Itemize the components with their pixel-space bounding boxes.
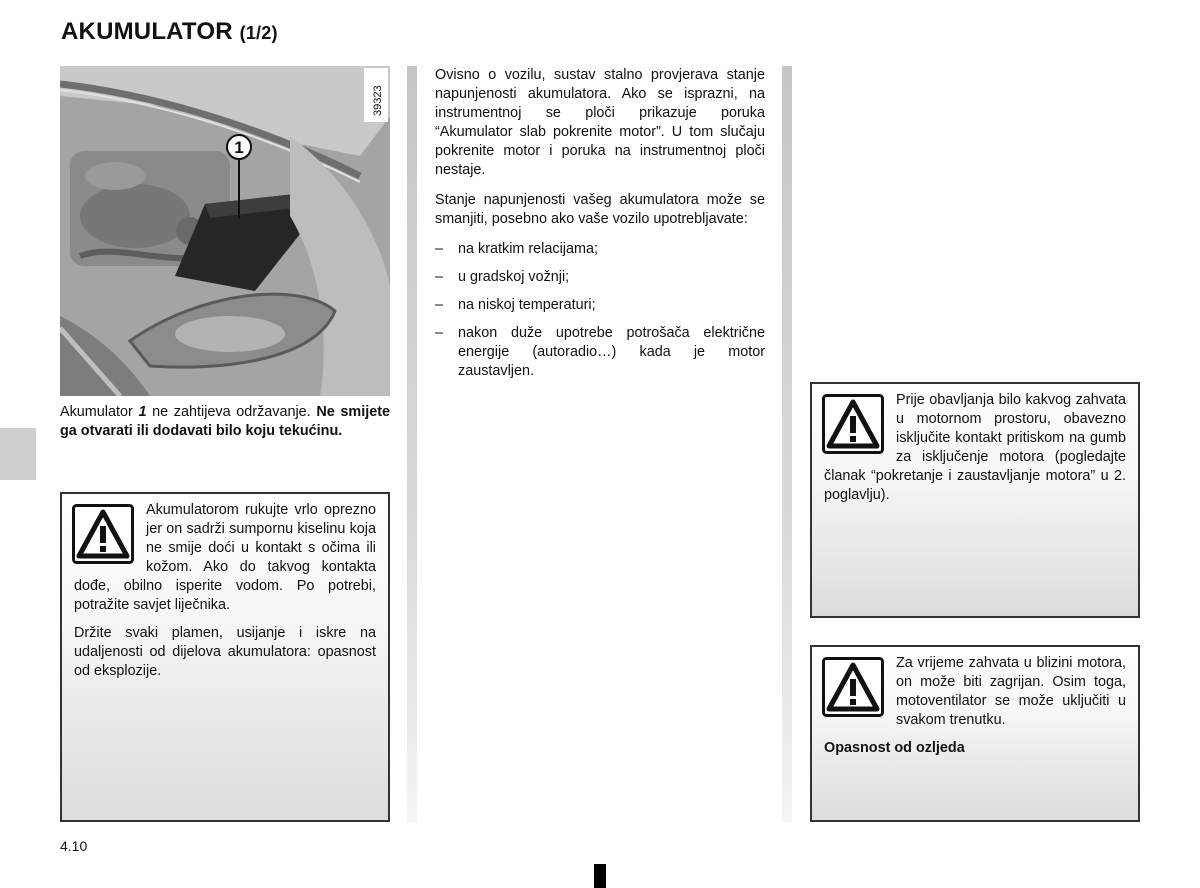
page-edge-marker [594, 864, 606, 888]
caption-bold-text: Ne smijete ga otvarati ili dodavati bilo koju tekućinu. [60, 404, 390, 439]
charge-paragraph: Stanje napunjenosti vašeg akumulatora može se smanjiti, posebno ako vaše vozilo upotrebljavate: [435, 192, 765, 227]
photo-caption [60, 403, 390, 441]
list-dash: – [435, 325, 444, 341]
chapter-tab [0, 428, 36, 480]
warning-box-ignition [810, 382, 1140, 618]
injury-risk-text: Opasnost od ozljeda [824, 740, 965, 756]
list-item-text: nakon duže upotrebe potrošača električne energije (autoradio…) kada je motor zaustavljen. [458, 325, 765, 379]
callout-number: 1 [234, 138, 244, 157]
explosion-warning-text: Držite svaki plamen, usijanje i iskre na udaljenosti od dijelova akumulatora: opasnost od eksplozije. [74, 625, 376, 679]
caption-text-before: Akumulator [60, 404, 139, 420]
image-code: 39323 [372, 85, 384, 116]
warning-triangle-icon [72, 504, 134, 564]
usage-list [435, 240, 765, 381]
list-dash: – [435, 269, 444, 285]
warning-box-hot-engine [810, 645, 1140, 822]
list-item-text: na kratkim relacijama; [458, 241, 598, 257]
list-item [435, 296, 765, 315]
list-item-text: u gradskoj vožnji; [458, 269, 570, 285]
engine-bay-photo [60, 66, 390, 396]
main-text-column [435, 66, 765, 390]
warning-triangle-icon [822, 657, 884, 717]
list-item [435, 324, 765, 381]
ignition-warning-text: Prije obavljanja bilo kakvog zahvata u motornom prostoru, obavezno isključite kontakt pritiskom na gumb za isključenje motora (pogledajte članak “pokretanje i zaustavljanje motora” u 2. poglavlju). [824, 392, 1126, 503]
list-item [435, 240, 765, 259]
list-dash: – [435, 241, 444, 257]
warning-triangle-icon [822, 394, 884, 454]
page-title [61, 18, 278, 46]
list-item [435, 268, 765, 287]
list-item-text: na niskoj temperaturi; [458, 297, 596, 313]
caption-ref-number: 1 [138, 404, 147, 420]
column-divider-right [782, 66, 792, 822]
acid-warning-text: Akumulatorom rukujte vrlo oprezno jer on sadrži sumpornu kiselinu koja ne smije doći u kontakt s očima ili kožom. Ako do takvog kontakta dođe, obilno isperite vodom. Po potrebi, potražite savjet liječnika. [74, 502, 376, 613]
monitoring-paragraph: Ovisno o vozilu, sustav stalno provjerava stanje napunjenosti akumulatora. Ako se isprazni, na instrumentnoj se ploči prikazuje poruka “Akumulator slab pokrenite motor”. U tom slučaju pokrenite motor i poruka na instrumentnoj ploči nestaje. [435, 67, 765, 178]
column-divider-left [407, 66, 417, 822]
list-dash: – [435, 297, 444, 313]
page-title-suffix: (1/2) [239, 23, 278, 43]
hot-engine-warning-text: Za vrijeme zahvata u blizini motora, on može biti zagrijan. Osim toga, motoventilator se može uključiti u svakom trenutku. [896, 655, 1126, 728]
page-title-text: AKUMULATOR [61, 18, 233, 45]
caption-text-middle: ne zahtijeva održavanje. [146, 404, 317, 420]
page-number: 4.10 [60, 838, 88, 854]
warning-box-acid [60, 492, 390, 822]
